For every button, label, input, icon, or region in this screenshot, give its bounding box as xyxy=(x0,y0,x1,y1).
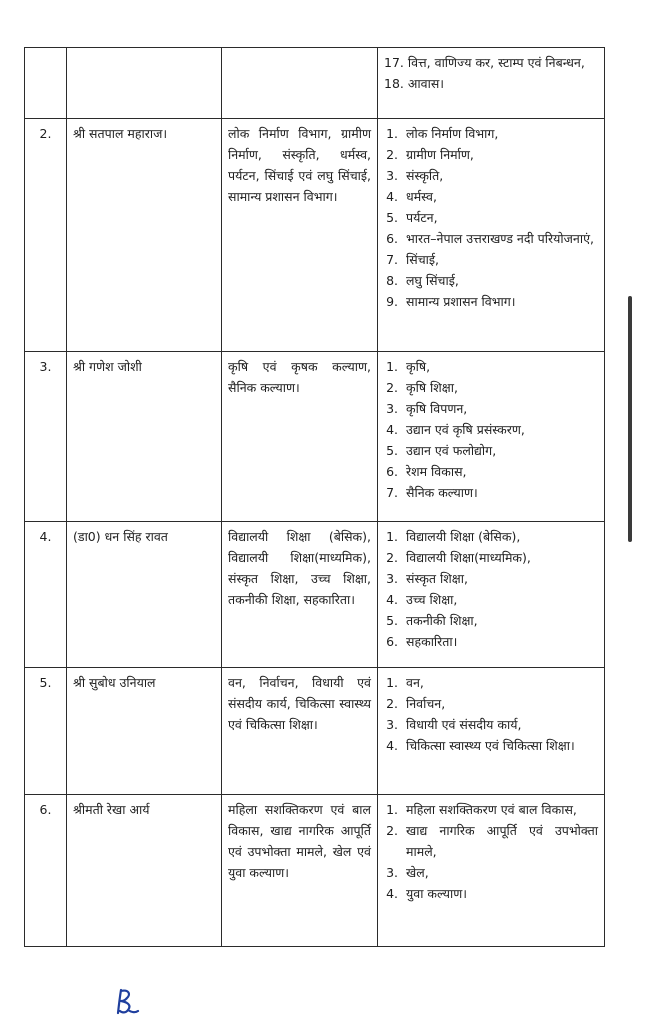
list-item: 6. रेशम विकास, xyxy=(402,461,598,482)
list-item: 5. पर्यटन, xyxy=(402,207,598,228)
list-item: 2. निर्वाचन, xyxy=(402,693,598,714)
department-summary: कृषि एवं कृषक कल्याण, सैनिक कल्याण। xyxy=(222,352,378,522)
list-item: 18. आवास। xyxy=(384,76,445,91)
list-item: 5. उद्यान एवं फलोद्योग, xyxy=(402,440,598,461)
table-row xyxy=(25,119,605,352)
list-item: 6. सहकारिता। xyxy=(402,631,598,652)
list-item: 1. लोक निर्माण विभाग, xyxy=(402,123,598,144)
list-item: 4. चिकित्सा स्वास्थ्य एवं चिकित्सा शिक्षा। xyxy=(402,735,598,756)
list-item: 9. सामान्य प्रशासन विभाग। xyxy=(402,291,598,312)
department-summary: विद्यालयी शिक्षा (बेसिक), विद्यालयी शिक्षा(माध्यमिक), संस्कृत शिक्षा, उच्च शिक्षा, तकनीकी शिक्षा, सहकारिता। xyxy=(222,522,378,668)
department-list xyxy=(378,352,605,522)
department-summary: वन, निर्वाचन, विधायी एवं संसदीय कार्य, चिकित्सा स्वास्थ्य एवं चिकित्सा शिक्षा। xyxy=(222,668,378,795)
list-item: 3. संस्कृति, xyxy=(402,165,598,186)
department-list xyxy=(378,668,605,795)
list-item: 3. संस्कृत शिक्षा, xyxy=(402,568,598,589)
row-number: 2. xyxy=(25,119,67,352)
minister-name xyxy=(67,48,222,119)
signature-icon xyxy=(112,986,142,1016)
department-list xyxy=(378,522,605,668)
list-item: 1. कृषि, xyxy=(402,356,598,377)
list-item: 3. खेल, xyxy=(402,862,598,883)
list-item: 2. खाद्य नागरिक आपूर्ति एवं उपभोक्ता मामले, xyxy=(402,820,598,862)
department-list xyxy=(378,48,605,119)
list-item: 5. तकनीकी शिक्षा, xyxy=(402,610,598,631)
table-row xyxy=(25,522,605,668)
row-number: 4. xyxy=(25,522,67,668)
minister-name: श्री गणेश जोशी xyxy=(67,352,222,522)
table-row xyxy=(25,795,605,947)
list-item: 6. भारत–नेपाल उत्तराखण्ड नदी परियोजनाएं, xyxy=(402,228,598,249)
table-row xyxy=(25,352,605,522)
row-number: 5. xyxy=(25,668,67,795)
list-item: 7. सैनिक कल्याण। xyxy=(402,482,598,503)
department-list xyxy=(378,119,605,352)
minister-name: (डा0) धन सिंह रावत xyxy=(67,522,222,668)
list-item: 2. विद्यालयी शिक्षा(माध्यमिक), xyxy=(402,547,598,568)
department-summary xyxy=(222,48,378,119)
list-item: 4. युवा कल्याण। xyxy=(402,883,598,904)
list-item: 4. उद्यान एवं कृषि प्रसंस्करण, xyxy=(402,419,598,440)
list-item: 1. महिला सशक्तिकरण एवं बाल विकास, xyxy=(402,799,598,820)
minister-name: श्री सुबोध उनियाल xyxy=(67,668,222,795)
list-item: 2. ग्रामीण निर्माण, xyxy=(402,144,598,165)
list-item: 1. वन, xyxy=(402,672,598,693)
minister-name: श्रीमती रेखा आर्य xyxy=(67,795,222,947)
list-item: 8. लघु सिंचाई, xyxy=(402,270,598,291)
minister-name: श्री सतपाल महाराज। xyxy=(67,119,222,352)
list-item: 17. वित्त, वाणिज्य कर, स्टाम्प एवं निबन्धन, xyxy=(384,55,585,70)
row-number: 6. xyxy=(25,795,67,947)
department-list xyxy=(378,795,605,947)
ministers-portfolio-table xyxy=(24,47,605,947)
table-row xyxy=(25,48,605,119)
list-item: 3. विधायी एवं संसदीय कार्य, xyxy=(402,714,598,735)
list-item: 3. कृषि विपणन, xyxy=(402,398,598,419)
list-item: 4. धर्मस्व, xyxy=(402,186,598,207)
department-summary: महिला सशक्तिकरण एवं बाल विकास, खाद्य नागरिक आपूर्ति एवं उपभोक्ता मामले, खेल एवं युवा कल्याण। xyxy=(222,795,378,947)
list-item: 7. सिंचाई, xyxy=(402,249,598,270)
list-item: 4. उच्च शिक्षा, xyxy=(402,589,598,610)
department-summary: लोक निर्माण विभाग, ग्रामीण निर्माण, संस्कृति, धर्मस्व, पर्यटन, सिंचाई एवं लघु सिंचाई, सामान्य प्रशासन विभाग। xyxy=(222,119,378,352)
scrollbar-thumb[interactable] xyxy=(628,296,632,542)
table-row xyxy=(25,668,605,795)
list-item: 2. कृषि शिक्षा, xyxy=(402,377,598,398)
row-number: 3. xyxy=(25,352,67,522)
list-item: 1. विद्यालयी शिक्षा (बेसिक), xyxy=(402,526,598,547)
row-number xyxy=(25,48,67,119)
